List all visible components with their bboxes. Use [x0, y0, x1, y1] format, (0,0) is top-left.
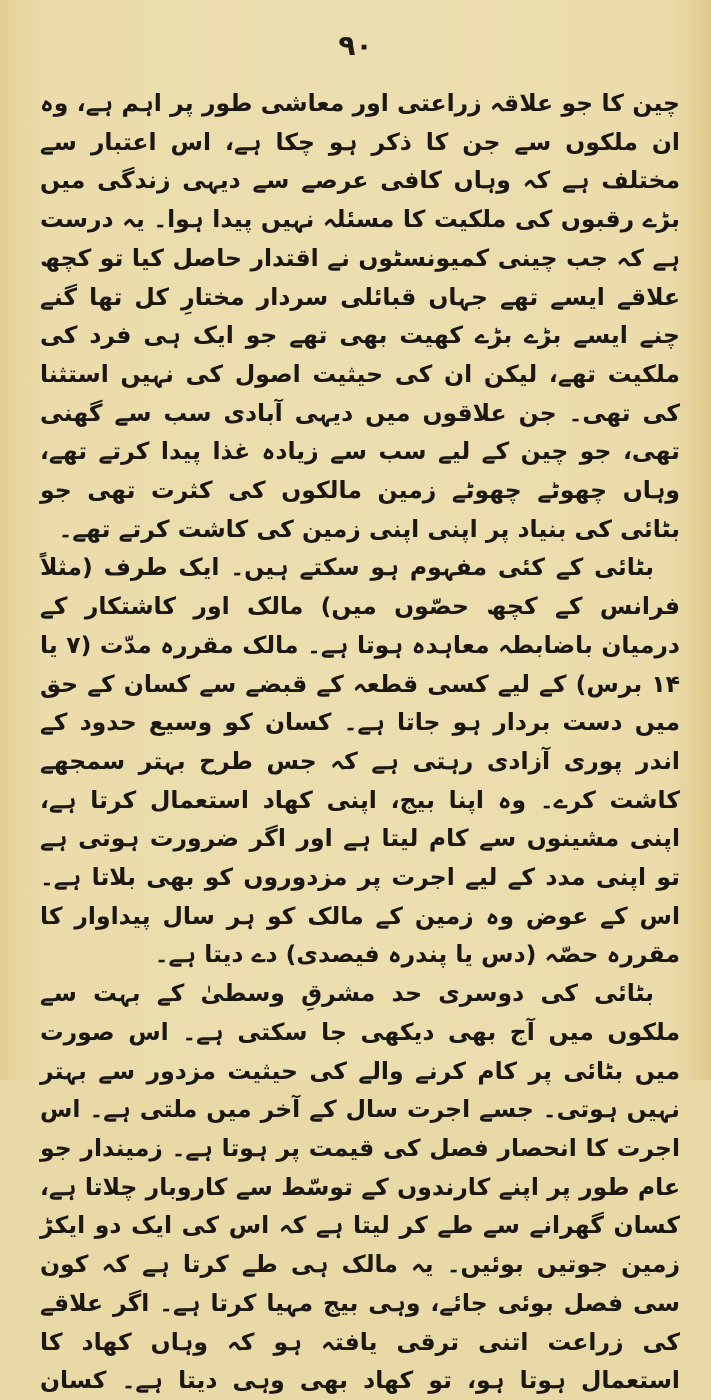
- paragraph-2: بٹائی کے کئی مفہوم ہو سکتے ہیں۔ ایک طرف (مثلاً فرانس کے کچھ حصّوں میں) مالک اور کاشتکار کے درمیان باضابطہ معاہدہ ہوتا ہے۔ مالک مقررہ مدّت (۷ یا ۱۴ برس) کے لیے کسی قطعہ کے قبضے سے کسان کے حق میں دست بردار ہو جاتا ہے۔ کسان کو وسیع حدود کے اندر پوری آزادی رہتی ہے کہ جس طرح بہتر سمجھے کاشت کرے۔ وہ اپنا بیج، اپنی کھاد استعمال کرتا ہے، اپنی مشینوں سے کام لیتا ہے اور اگر ضرورت ہوتی ہے تو اپنی مدد کے لیے اجرت پر مزدوروں کو بھی بلاتا ہے۔ اس کے عوض وہ زمین کے مالک کو ہر سال پیداوار کا مقررہ حصّہ (دس یا پندرہ فیصدی) دے دیتا ہے۔: [40, 553, 680, 969]
- paragraph-3: بٹائی کی دوسری حد مشرقِ وسطیٰ کے بہت سے ملکوں میں آج بھی دیکھی جا سکتی ہے۔ اس صورت میں بٹائی پر کام کرنے والے کی حیثیت مزدور سے بہتر نہیں ہوتی۔ جسے اجرت سال کے آخر میں ملتی ہے۔ اس اجرت کا انحصار فصل کی قیمت پر ہوتا ہے۔ زمیندار جو عام طور پر اپنے کارندوں کے توسّط سے کاروبار چلاتا ہے، کسان گھرانے سے طے کر لیتا ہے کہ اس کی ایک دو ایکڑ زمین جوتیں بوئیں۔ یہ مالک ہی طے کرتا ہے کہ کون سی فصل بوئی جائے، وہی بیج مہیا کرتا ہے۔ اگر علاقے کی زراعت اتنی ترقی یافتہ ہو کہ وہاں کھاد کا استعمال ہوتا ہو، تو کھاد بھی وہی دیتا ہے۔ کسان: [40, 979, 680, 1395]
- paragraph-1: چین کا جو علاقہ زراعتی اور معاشی طور پر اہم ہے، وہ ان ملکوں سے جن کا ذکر ہو چکا ہے، اس اعتبار سے مختلف ہے کہ وہاں کافی عرصے سے دیہی زندگی میں بڑے رقبوں کی ملکیت کا مسئلہ نہیں پیدا ہوا۔ یہ درست ہے کہ جب چینی کمیونسٹوں نے اقتدار حاصل کیا تو کچھ علاقے ایسے تھے جہاں قبائلی سردار مختارِ کل تھا گنے چنے ایسے بڑے بڑے کھیت بھی تھے جو ایک ہی فرد کی ملکیت تھے، لیکن ان کی حیثیت اصول کی نہیں استثنا کی تھی۔ جن علاقوں میں دیہی آبادی سب سے گھنی تھی، جو چین کے لیے سب سے زیادہ غذا پیدا کرتے تھے، وہاں چھوٹے چھوٹے زمین مالکوں کی کثرت تھی جو بٹائی کی بنیاد پر اپنی اپنی زمین کی کاشت کرتے تھے۔: [40, 89, 680, 543]
- page-number: ۹۰: [338, 29, 373, 62]
- page-body-text: [40, 84, 680, 1400]
